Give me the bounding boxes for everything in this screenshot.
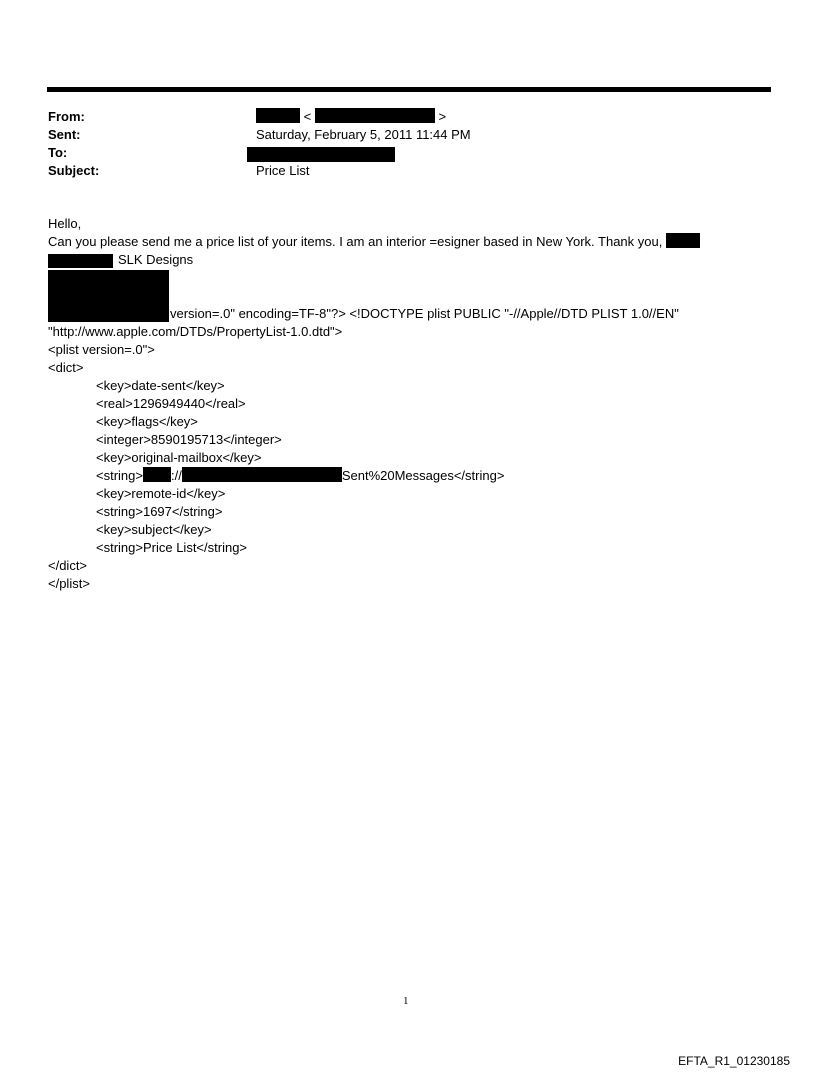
from-label: From: (48, 109, 85, 124)
sent-label: Sent: (48, 127, 81, 142)
signature-name-redaction (48, 254, 113, 268)
key-flags: <key>flags</key> (96, 414, 198, 429)
from-value (256, 108, 446, 126)
key-remote-id: <key>remote-id</key> (96, 486, 226, 501)
value-subject: <string>Price List</string> (96, 540, 248, 555)
plist-open: <plist version=.0"> (48, 342, 155, 357)
greeting: Hello, (48, 216, 82, 231)
value-original-mailbox (96, 467, 504, 485)
xml-line-2: "http://www.apple.com/DTDs/PropertyList-1.0.dtd"> (48, 324, 343, 339)
message-text: Can you please send me a price list of your items. I am an interior =esigner based in New York. Thank you, (48, 234, 663, 249)
from-lt: < (303, 109, 312, 124)
xml-header-redaction (48, 270, 169, 322)
message-line (48, 233, 700, 251)
key-original-mailbox: <key>original-mailbox</key> (96, 450, 262, 465)
redaction-box (315, 108, 435, 123)
mailbox-string-open: <string> (96, 468, 143, 483)
bates-stamp: EFTA_R1_01230185 (678, 1054, 790, 1068)
plist-close: </plist> (48, 576, 90, 591)
xml-line-1: version=.0" encoding=TF-8"?> <!DOCTYPE plist PUBLIC "-//Apple//DTD PLIST 1.0//EN" (170, 306, 679, 321)
sent-value: Saturday, February 5, 2011 11:44 PM (256, 127, 471, 142)
top-rule (47, 87, 771, 92)
value-date-sent: <real>1296949440</real> (96, 396, 246, 411)
dict-open: <dict> (48, 360, 84, 375)
to-redaction (247, 147, 395, 162)
redaction-box (182, 467, 342, 482)
page-number: 1 (403, 995, 409, 1007)
key-subject: <key>subject</key> (96, 522, 212, 537)
signature-company: SLK Designs (118, 252, 194, 267)
subject-value: Price List (256, 163, 310, 178)
redaction-box (666, 233, 700, 248)
mailbox-sep: :// (170, 468, 182, 483)
key-date-sent: <key>date-sent</key> (96, 378, 225, 393)
value-flags: <integer>8590195713</integer> (96, 432, 282, 447)
dict-close: </dict> (48, 558, 88, 573)
redaction-box (256, 108, 300, 123)
mailbox-string-end: Sent%20Messages</string> (341, 468, 505, 483)
redaction-box (143, 467, 171, 482)
to-label: To: (48, 145, 68, 160)
subject-label: Subject: (48, 163, 100, 178)
from-gt: > (438, 109, 447, 124)
value-remote-id: <string>1697</string> (96, 504, 223, 519)
